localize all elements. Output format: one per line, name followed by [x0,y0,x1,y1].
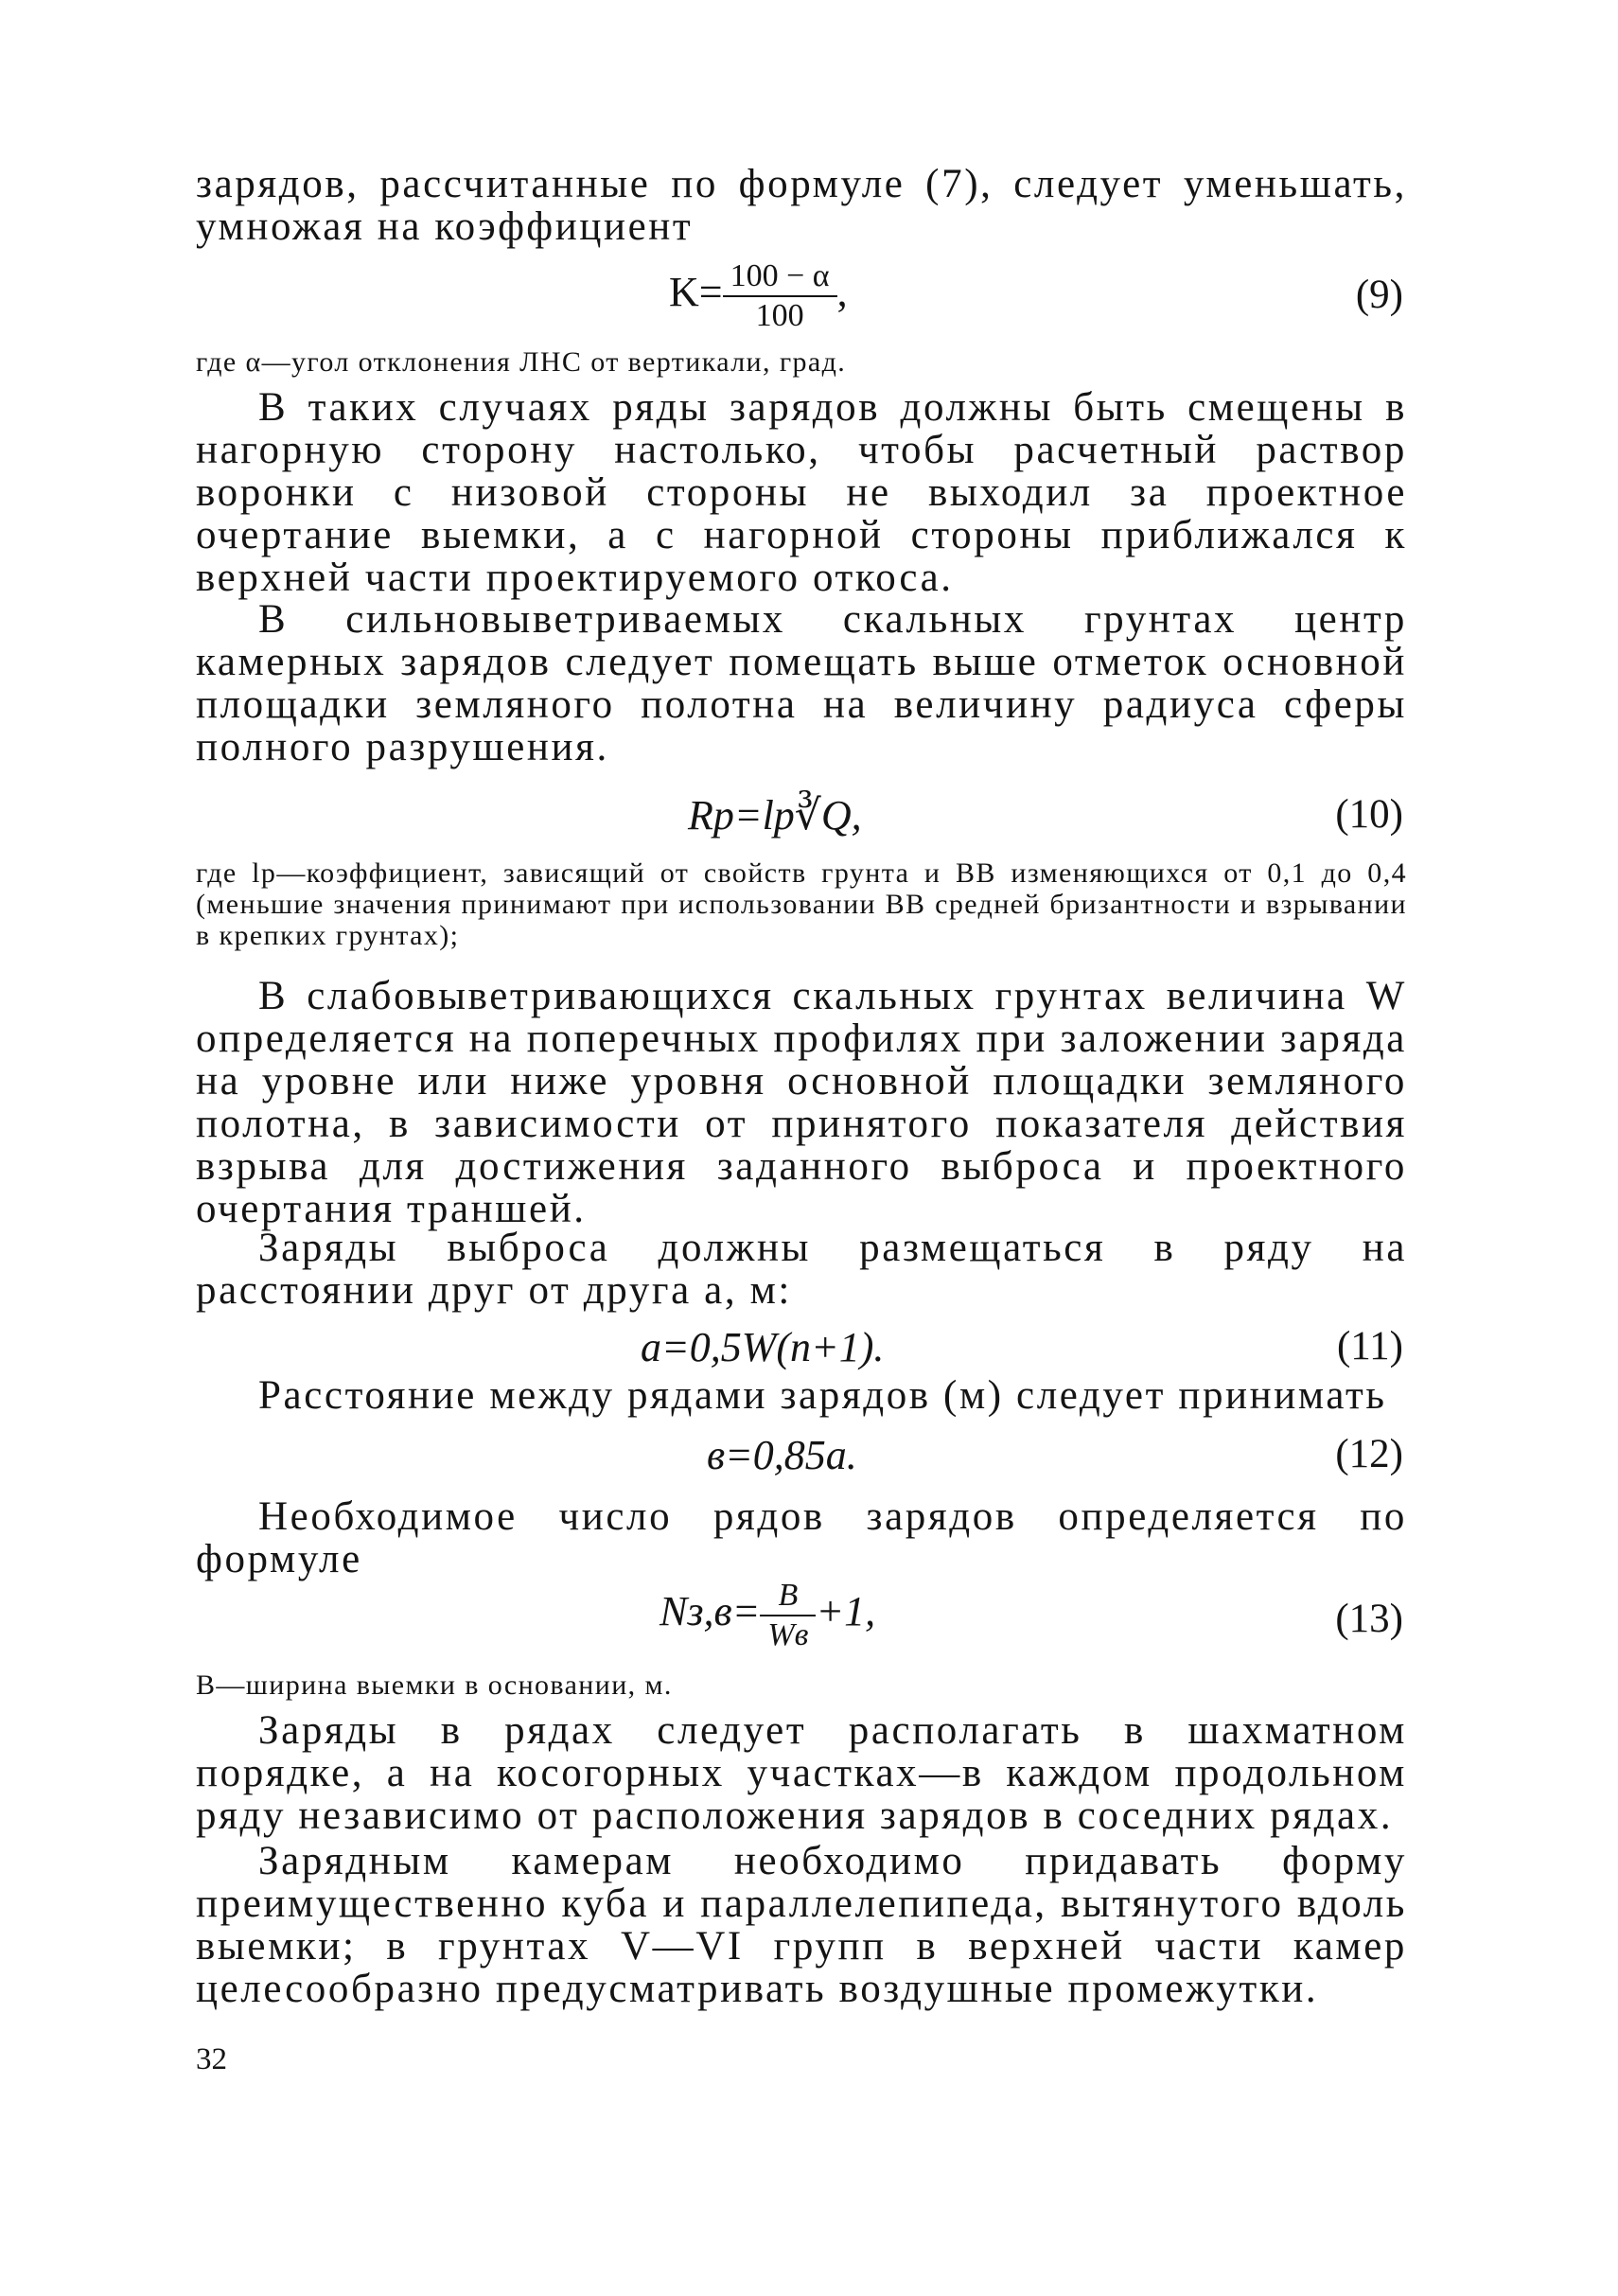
paragraph-offset [196,386,1407,599]
formula-9-body [669,257,848,335]
formula-13-fraction [760,1577,816,1654]
paragraph-spacing [196,1227,1407,1312]
page-number: 32 [196,2042,227,2076]
paragraph-weakly-weathered [196,975,1407,1230]
formula-13-numerator: B [778,1578,799,1613]
paragraph-text: В слабовыветривающихся скальных грунтах величина W определяется на поперечных профилях при заложении заряда на уровне или ниже уровня основной площадки земляного полотна, в зависимости от принятого показателя действия взрыва для достижения заданного выброса и проектного очертания траншей. [196,974,1407,1231]
formula-13 [196,1577,1407,1668]
formula-9-denominator: 100 [723,295,837,335]
formula-11-number: (11) [1336,1324,1403,1369]
paragraph-text: Расстояние между рядами зарядов (м) следует принимать [258,1373,1387,1418]
paragraph-row-count [196,1495,1407,1581]
paragraph-text: Заряды выброса должны размещаться в ряду на расстоянии друг от друга a, м: [196,1226,1407,1313]
formula-10 [196,791,1407,867]
formula-13-lhs: Nз,в= [660,1588,761,1635]
formula-9 [196,257,1407,343]
paragraph-strongly-weathered [196,598,1407,768]
formula-12 [196,1431,1407,1478]
definition-13 [196,1669,1407,1701]
formula-12-number: (12) [1335,1432,1403,1476]
paragraph-intro [196,163,1407,248]
definition-text: где α—угол отклонения ЛНС от вертикали, град. [196,346,847,378]
paragraph-text: Необходимое число рядов зарядов определяется по формуле [196,1494,1407,1581]
formula-13-denominator: Wв [760,1615,816,1654]
formula-9-tail: , [836,269,848,316]
formula-9-fraction [723,257,837,335]
definition-text: B—ширина выемки в основании, м. [196,1669,673,1701]
definition-10 [196,857,1407,951]
formula-9-lhs: K= [669,269,723,316]
paragraph-text: В сильновыветриваемых скальных грунтах центр камерных зарядов следует помещать выше отметок основной площадки земляного полотна на величину радиуса сферы полного разрушения. [196,597,1407,769]
definition-9 [196,346,1407,378]
formula-13-tail: +1, [816,1588,876,1635]
paragraph-row-distance [196,1374,1407,1417]
paragraph-text: Заряды в рядах следует располагать в шахматном порядке, а на косогорных участках—в каждом продольном ряду независимо от расположения зарядов в соседних рядах. [196,1708,1407,1838]
paragraph-staggered [196,1709,1407,1837]
formula-12-body: в=0,85a. [707,1432,857,1478]
formula-13-body [660,1577,875,1654]
formula-10-number: (10) [1335,792,1403,837]
formula-9-number: (9) [1355,273,1403,317]
formula-10-body: Rр=lр∛Q, [688,792,862,839]
paragraph-chambers [196,1840,1407,2010]
paragraph-text: В таких случаях ряды зарядов должны быть смещены в нагорную сторону настолько, чтобы расчетный раствор воронки с низовой стороны не выходил за проектное очертание выемки, а с нагорной стороны приближался к верхней части проектируемого откоса. [196,385,1407,600]
formula-11 [196,1323,1407,1370]
paragraph-text: Зарядным камерам необходимо придавать форму преимущественно куба и параллелепипеда, вытянутого вдоль выемки; в грунтах V—VI групп в верхней части камер целесообразно предусматривать воздушные промежутки. [196,1839,1407,2011]
formula-13-number: (13) [1335,1597,1403,1641]
formula-11-body: a=0,5W(n+1). [641,1324,885,1370]
paragraph-text: зарядов, рассчитанные по формуле (7), следует уменьшать, умножая на коэффициент [196,162,1407,249]
definition-text: где lр—коэффициент, зависящий от свойств грунта и ВВ изменяющихся от 0,1 до 0,4 (меньшие значения принимают при использовании ВВ средней бризантности и взрывании в крепких грунтах); [196,857,1407,951]
formula-9-numerator: 100 − α [730,258,830,293]
